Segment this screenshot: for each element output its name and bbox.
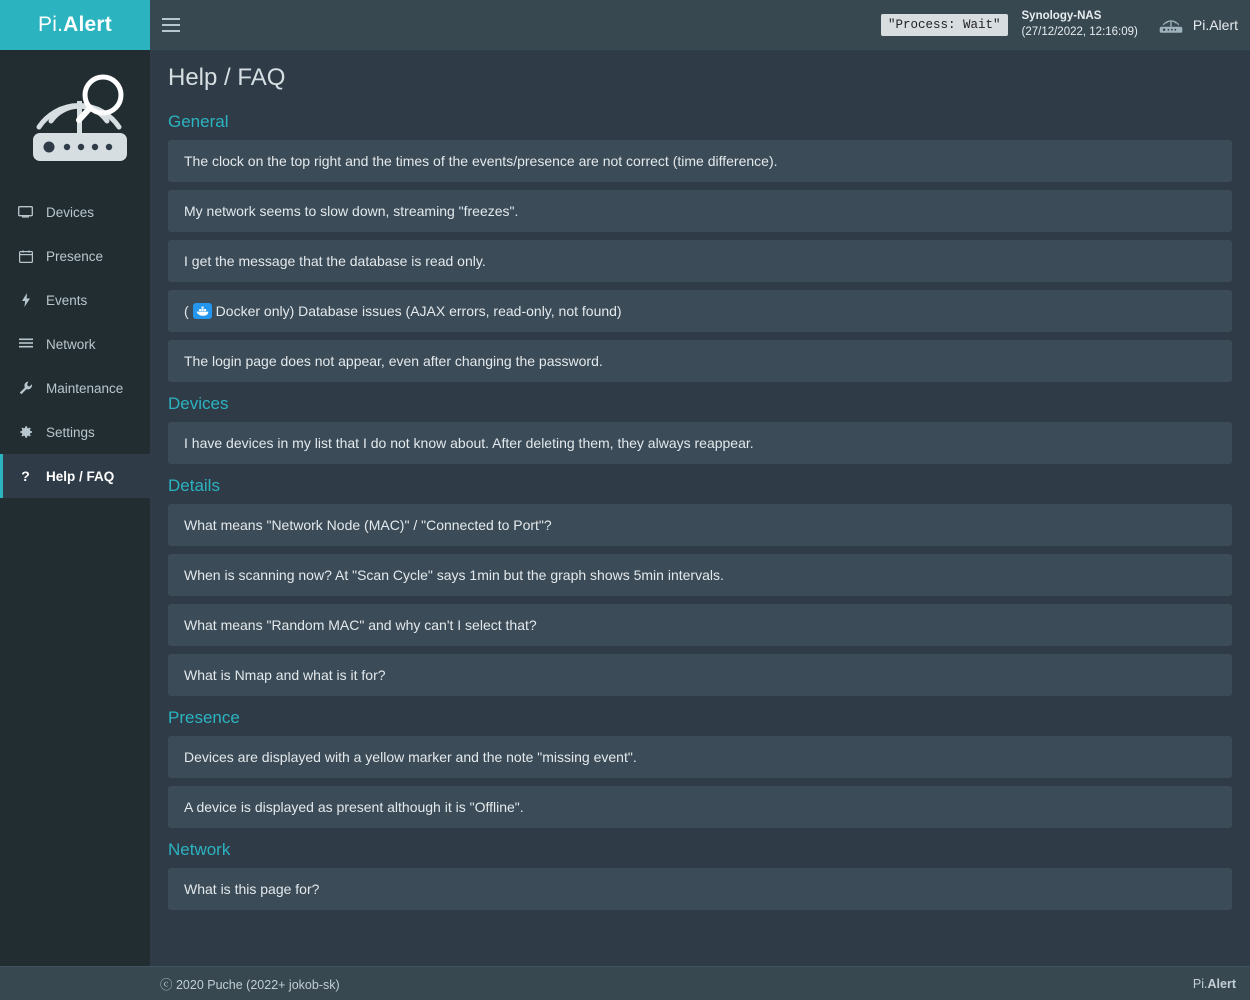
body-row: [0, 50, 1250, 966]
process-status-chip: "Process: Wait": [881, 14, 1008, 36]
faq-item-text-after: Docker only) Database issues (AJAX errors, read-only, not found): [215, 303, 622, 319]
calendar-icon: [17, 250, 34, 263]
faq-item-docker[interactable]: [168, 290, 1232, 332]
hamburger-icon[interactable]: [150, 0, 192, 50]
faq-item-text-before: (: [184, 303, 189, 319]
sidebar-item-settings[interactable]: [0, 410, 150, 454]
list-icon: [17, 338, 34, 350]
sidebar-item-label: Devices: [46, 204, 95, 220]
faq-item[interactable]: The clock on the top right and the times of the events/presence are not correct (time difference).: [168, 140, 1232, 182]
faq-item[interactable]: Devices are displayed with a yellow marker and the note "missing event".: [168, 736, 1232, 778]
content-area: [150, 50, 1250, 966]
footer-brand-thin: Pi.: [1192, 976, 1208, 991]
logo-text-bold: Alert: [63, 13, 112, 36]
faq-item[interactable]: What is Nmap and what is it for?: [168, 654, 1232, 696]
footer: [0, 966, 1250, 1000]
faq-item[interactable]: When is scanning now? At "Scan Cycle" says 1min but the graph shows 5min intervals.: [168, 554, 1232, 596]
faq-section-title: Network: [168, 840, 231, 859]
docker-icon: [193, 303, 212, 319]
faq-section-title: General: [168, 112, 229, 131]
user-label: Pi.Alert: [1192, 17, 1238, 33]
gear-icon: [17, 425, 34, 439]
sidebar-item-label: Presence: [46, 248, 104, 264]
footer-brand-bold: Alert: [1207, 976, 1236, 991]
app-logo[interactable]: [0, 0, 150, 50]
pialert-router-logo-icon: [15, 65, 135, 175]
user-menu[interactable]: [1152, 14, 1238, 36]
faq-item[interactable]: What means "Network Node (MAC)" / "Connected to Port"?: [168, 504, 1232, 546]
faq-item[interactable]: A device is displayed as present although it is "Offline".: [168, 786, 1232, 828]
faq-section-title: Presence: [168, 708, 240, 727]
faq-list: [150, 100, 1250, 928]
wrench-icon: [17, 381, 34, 395]
sidebar-nav: [0, 190, 150, 498]
top-header: [0, 0, 1250, 50]
faq-item[interactable]: The login page does not appear, even after changing the password.: [168, 340, 1232, 382]
server-name: Synology-NAS: [1021, 10, 1102, 23]
sidebar-item-presence[interactable]: [0, 234, 150, 278]
faq-item[interactable]: My network seems to slow down, streaming "freezes".: [168, 190, 1232, 232]
faq-item[interactable]: I get the message that the database is read only.: [168, 240, 1232, 282]
sidebar-item-label: Network: [46, 336, 96, 352]
sidebar-item-label: Events: [46, 292, 88, 308]
sidebar-item-label: Settings: [46, 424, 95, 440]
faq-item[interactable]: What is this page for?: [168, 868, 1232, 910]
sidebar-item-events[interactable]: [0, 278, 150, 322]
monitor-icon: [17, 206, 34, 218]
server-info: [1022, 9, 1138, 40]
sidebar-logo: [0, 50, 150, 190]
faq-section-title: Devices: [168, 394, 229, 413]
router-icon: [1158, 14, 1184, 36]
sidebar-item-network[interactable]: [0, 322, 150, 366]
footer-brand: [1193, 977, 1236, 991]
footer-copyright: ⓒ 2020 Puche (2022+ jokob-sk): [160, 977, 340, 992]
faq-item[interactable]: I have devices in my list that I do not know about. After deleting them, they always reappear.: [168, 422, 1232, 464]
faq-section-title: Details: [168, 476, 220, 495]
question-mark-icon: ?: [21, 468, 30, 484]
logo-text-thin: Pi.: [38, 13, 64, 36]
header-right-group: [881, 9, 1238, 40]
sidebar-item-maintenance[interactable]: [0, 366, 150, 410]
sidebar-item-label: Help / FAQ: [46, 468, 115, 484]
sidebar-item-help-faq[interactable]: [0, 454, 150, 498]
header-bar: [150, 0, 1250, 50]
bolt-icon: [17, 293, 34, 307]
faq-item[interactable]: What means "Random MAC" and why can't I select that?: [168, 604, 1232, 646]
server-time: (27/12/2022, 12:16:09): [1021, 26, 1138, 38]
sidebar-item-label: Maintenance: [46, 380, 124, 396]
sidebar: [0, 50, 150, 966]
sidebar-item-devices[interactable]: [0, 190, 150, 234]
page-title: Help / FAQ: [168, 64, 286, 91]
hamburger-glyph: [162, 18, 180, 32]
